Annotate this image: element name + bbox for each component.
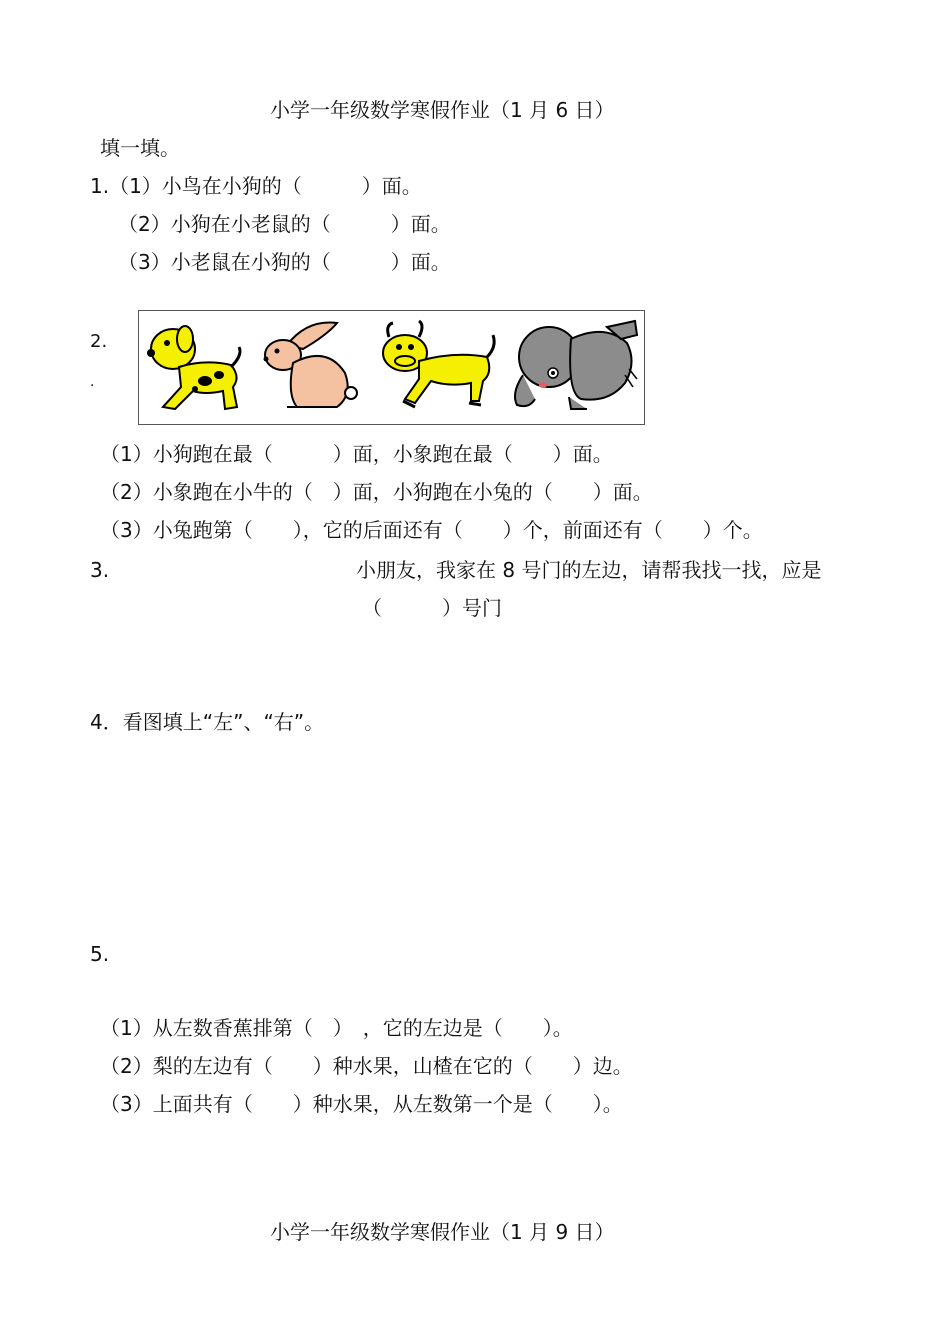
q2-line-3: （3）小兔跑第（ ），它的后面还有（ ）个，前面还有（ ）个。 (100, 518, 763, 542)
q1-line-2: （2）小狗在小老鼠的（ ）面。 (118, 212, 451, 236)
q5-line-3: （3）上面共有（ ）种水果，从左数第一个是（ ）。 (100, 1092, 623, 1116)
animals-picture (138, 310, 645, 425)
q4-text: 4．看图填上“左”、“右”。 (90, 710, 325, 734)
q5-line-1: （1）从左数香蕉排第（ ） ，它的左边是（ ）。 (100, 1016, 573, 1040)
q3-line-1: 小朋友，我家在 8 号门的左边，请帮我找一找，应是 (356, 558, 822, 582)
q5-line-2: （2）梨的左边有（ ）种水果，山楂在它的（ ）边。 (100, 1054, 633, 1078)
page-title-1: 小学一年级数学寒假作业（1 月 6 日） (270, 98, 615, 122)
elephant-image (509, 313, 641, 417)
rabbit-image (257, 315, 367, 415)
q2-dot: . (90, 374, 95, 390)
q3-number: 3. (90, 558, 110, 582)
page-title-2: 小学一年级数学寒假作业（1 月 9 日） (270, 1220, 615, 1244)
q1-line-1: 1.（1）小鸟在小狗的（ ）面。 (90, 174, 422, 198)
q3-line-2: （ ）号门 (362, 596, 502, 620)
section-intro: 填一填。 (100, 136, 180, 160)
q2-number: 2. (90, 331, 108, 352)
cow-image (375, 317, 505, 417)
q2-line-2: （2）小象跑在小牛的（ ）面，小狗跑在小兔的（ ）面。 (100, 480, 653, 504)
q1-line-3: （3）小老鼠在小狗的（ ）面。 (118, 250, 451, 274)
q2-line-1: （1）小狗跑在最（ ）面，小象跑在最（ ）面。 (100, 442, 613, 466)
dog-image (145, 317, 249, 417)
q5-number: 5. (90, 942, 110, 966)
